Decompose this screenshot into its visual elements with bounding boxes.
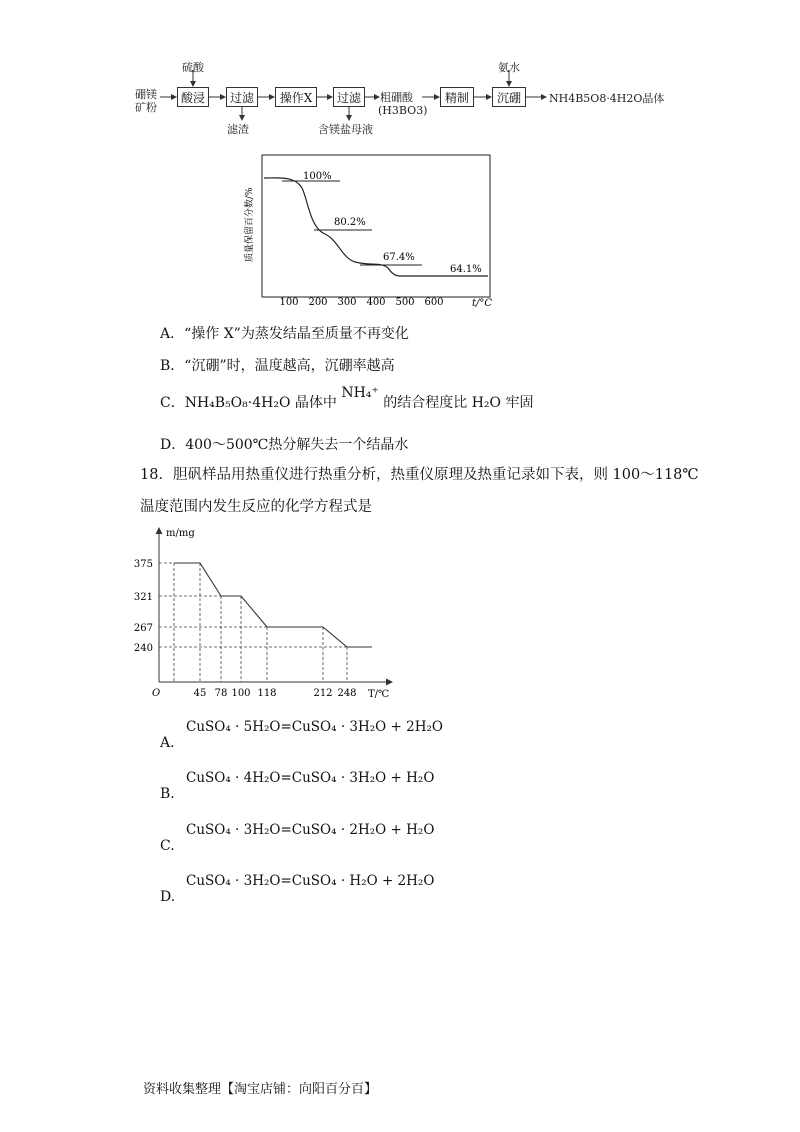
residue-label: 滤渣 bbox=[227, 123, 249, 136]
flow-box-operation-x: 操作X bbox=[275, 87, 317, 107]
ammonium-ion: NH₄⁺ bbox=[341, 385, 379, 401]
plateau-label-80: 80.2% bbox=[334, 217, 366, 228]
tga-x-tick: 400 bbox=[366, 297, 386, 308]
mass-y-axis-label: m/mg bbox=[166, 528, 195, 539]
q18-stem-line-2: 温度范围内发生反应的化学方程式是 bbox=[140, 499, 372, 515]
sulfuric-acid-label: 硫酸 bbox=[182, 61, 204, 74]
product-label: NH4B5O8·4H2O晶体 bbox=[549, 92, 665, 105]
footer-source: 资料收集整理【淘宝店铺：向阳百分百】 bbox=[143, 1082, 378, 1097]
flow-box-filter-1: 过滤 bbox=[226, 87, 258, 107]
flow-box-filter-2: 过滤 bbox=[333, 87, 365, 107]
tga-x-tick: 600 bbox=[424, 297, 444, 308]
flow-box-acid-leach: 酸浸 bbox=[177, 87, 209, 107]
start-material-label: 硼镁 矿粉 bbox=[135, 88, 157, 114]
q18-option-a-equation: CuSO₄ · 5H₂O=CuSO₄ · 3H₂O + 2H₂O bbox=[186, 719, 443, 735]
q17-option-c-suffix: 的结合程度比 H₂O 牢固 bbox=[383, 395, 534, 411]
mass-x-axis-label: T/℃ bbox=[368, 689, 390, 700]
boric-acid-formula: (H3BO3) bbox=[378, 104, 428, 117]
tga-x-tick: 100 bbox=[279, 297, 299, 308]
mass-curve bbox=[174, 563, 372, 647]
q18-option-d-equation: CuSO₄ · 3H₂O=CuSO₄ · H₂O + 2H₂O bbox=[186, 873, 435, 889]
x-tick-248: 248 bbox=[337, 688, 357, 699]
mother-liquor-label: 含镁盐母液 bbox=[318, 123, 373, 136]
q18-option-c-letter: C. bbox=[160, 838, 175, 854]
y-tick-321: 321 bbox=[133, 592, 153, 603]
q18-option-a-letter: A. bbox=[160, 735, 175, 751]
flow-box-refine: 精制 bbox=[440, 87, 474, 107]
flow-box-precipitate-boron: 沉硼 bbox=[492, 87, 526, 107]
q17-option-a: A．“操作 X”为蒸发结晶至质量不再变化 bbox=[160, 326, 409, 342]
tga-x-axis-label: t/°C bbox=[472, 298, 493, 309]
x-tick-45: 45 bbox=[193, 688, 207, 699]
tga-x-tick: 500 bbox=[395, 297, 415, 308]
x-tick-78: 78 bbox=[214, 688, 228, 699]
q18-option-b-letter: B. bbox=[160, 786, 175, 802]
y-tick-375: 375 bbox=[133, 559, 153, 570]
q17-option-b: B．“沉硼”时，温度越高，沉硼率越高 bbox=[160, 358, 395, 374]
tga-x-tick: 200 bbox=[308, 297, 328, 308]
plateau-label-64: 64.1% bbox=[450, 264, 482, 275]
tga-x-tick: 300 bbox=[337, 297, 357, 308]
plateau-label-100: 100% bbox=[303, 171, 332, 182]
tga-y-axis-label: 质量保留百分数/% bbox=[245, 187, 255, 262]
x-tick-212: 212 bbox=[313, 688, 333, 699]
y-tick-240: 240 bbox=[133, 643, 153, 654]
crude-boric-acid-label: 粗硼酸 bbox=[380, 91, 413, 104]
x-tick-118: 118 bbox=[257, 688, 277, 699]
origin-label: O bbox=[152, 688, 161, 699]
ammonia-label: 氨水 bbox=[498, 61, 520, 74]
q18-option-b-equation: CuSO₄ · 4H₂O=CuSO₄ · 3H₂O + H₂O bbox=[186, 770, 435, 786]
q18-option-d-letter: D. bbox=[160, 889, 176, 905]
x-tick-100: 100 bbox=[231, 688, 251, 699]
plateau-label-67: 67.4% bbox=[383, 252, 415, 263]
y-tick-267: 267 bbox=[133, 623, 153, 634]
q18-stem-line-1: 18．胆矾样品用热重仪进行热重分析，热重仪原理及热重记录如下表，则 100～118℃ bbox=[140, 467, 699, 483]
q18-option-c-equation: CuSO₄ · 3H₂O=CuSO₄ · 2H₂O + H₂O bbox=[186, 822, 435, 838]
q17-option-d: D．400～500℃热分解失去一个结晶水 bbox=[160, 437, 409, 453]
q17-option-c-prefix: C．NH₄B₅O₈·4H₂O 晶体中 bbox=[160, 395, 337, 411]
